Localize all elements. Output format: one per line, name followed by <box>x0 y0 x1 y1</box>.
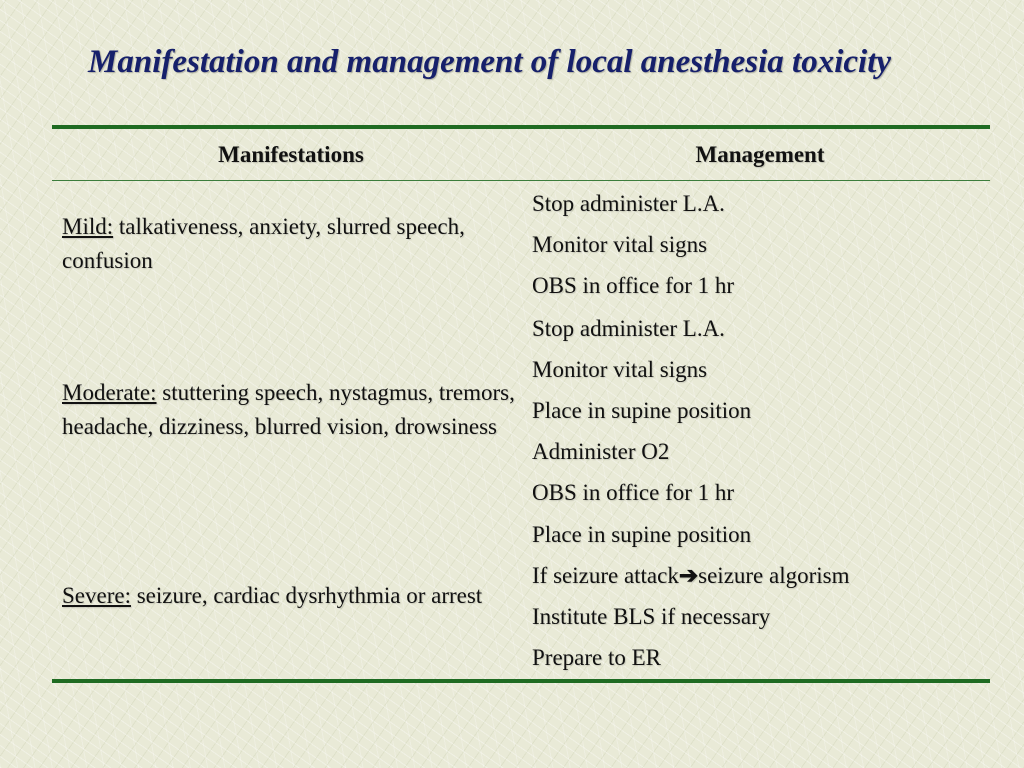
management-item: Administer O2 <box>532 438 670 464</box>
manifestation-cell <box>52 579 530 613</box>
manifestation-cell <box>52 210 530 278</box>
management-item-target: seizure algorism <box>698 563 850 588</box>
management-item: Prepare to ER <box>532 645 662 670</box>
management-item: Institute BLS if necessary <box>532 604 771 629</box>
management-cell <box>530 308 751 513</box>
management-cell <box>530 514 850 678</box>
right-arrow-icon: ➔ <box>678 563 699 588</box>
severity-label: Mild: <box>62 214 114 239</box>
table-row-severe <box>52 513 990 679</box>
management-cell <box>530 183 734 306</box>
toxicity-table <box>52 125 990 683</box>
management-item-text: If seizure attack <box>532 563 679 588</box>
table-header <box>52 129 990 180</box>
slide-title: Manifestation and management of local anesthesia toxicity <box>88 44 892 80</box>
severity-label: Moderate: <box>62 380 157 405</box>
manifestation-text: seizure, cardiac dysrhythmia or arrest <box>130 583 483 608</box>
management-item: Monitor vital signs <box>532 231 708 257</box>
management-item: Monitor vital signs <box>532 356 708 382</box>
table-row-mild <box>52 181 990 307</box>
header-manifestations: Manifestations <box>218 141 364 167</box>
management-item: OBS in office for 1 hr <box>532 479 735 505</box>
management-item: Place in supine position <box>532 397 752 423</box>
table-row-moderate <box>52 307 990 513</box>
management-item: Stop administer L.A. <box>532 190 725 216</box>
management-item: Stop administer L.A. <box>532 315 725 341</box>
header-management: Management <box>695 141 825 167</box>
manifestation-cell <box>52 376 530 444</box>
management-item: Place in supine position <box>532 522 752 547</box>
table-bottom-rule <box>52 679 990 683</box>
severity-label: Severe: <box>62 583 131 608</box>
manifestation-text: talkativeness, anxiety, slurred speech, confusion <box>62 214 465 273</box>
management-item-seizure <box>532 555 850 596</box>
management-item: OBS in office for 1 hr <box>532 272 735 298</box>
manifestation-text: stuttering speech, nystagmus, tremors, headache, dizziness, blurred vision, drowsiness <box>62 380 515 439</box>
